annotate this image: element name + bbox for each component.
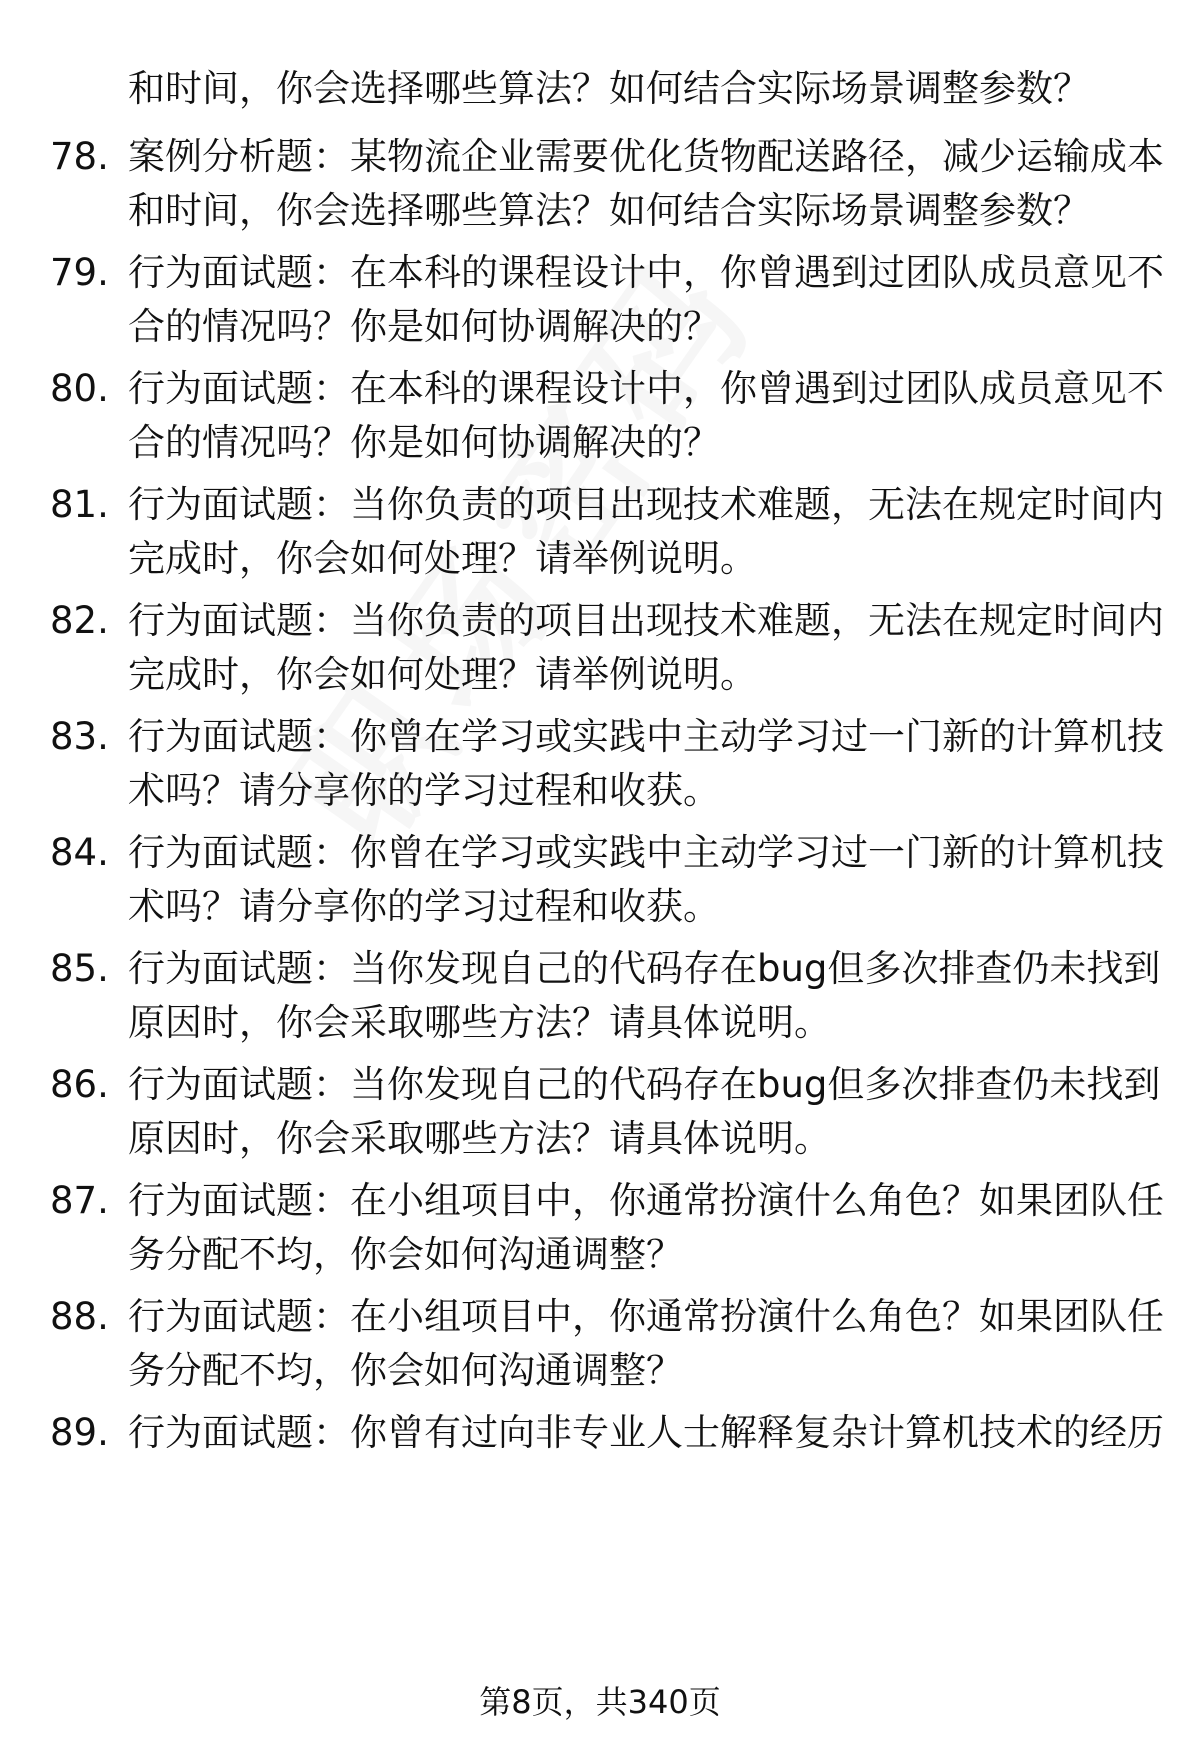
question-line: 行为面试题：在本科的课程设计中，你曾遇到过团队成员意见不 (128, 367, 1164, 410)
question-line: 务分配不均，你会如何沟通调整？ (128, 1233, 683, 1276)
question-line: 行为面试题：在本科的课程设计中，你曾遇到过团队成员意见不 (128, 251, 1164, 294)
question-line: 完成时，你会如何处理？请举例说明。 (128, 537, 757, 580)
question-line: 完成时，你会如何处理？请举例说明。 (128, 653, 757, 696)
question-item (50, 1290, 1164, 1398)
question-line: 行为面试题：你曾在学习或实践中主动学习过一门新的计算机技 (128, 831, 1164, 874)
question-item (50, 942, 1161, 1050)
question-line: 行为面试题：在小组项目中，你通常扮演什么角色？如果团队任 (128, 1179, 1164, 1222)
question-text (128, 826, 1164, 934)
question-number: 85. (50, 947, 109, 990)
question-number: 86. (50, 1063, 109, 1106)
question-text (128, 710, 1164, 818)
question-line: 原因时，你会采取哪些方法？请具体说明。 (128, 1117, 831, 1160)
question-item (50, 478, 1164, 586)
question-text (128, 1058, 1161, 1166)
question-text (128, 478, 1164, 586)
question-line: 术吗？请分享你的学习过程和收获。 (128, 769, 720, 812)
question-item (50, 1058, 1161, 1166)
question-line: 合的情况吗？你是如何协调解决的？ (128, 305, 720, 348)
question-line: 原因时，你会采取哪些方法？请具体说明。 (128, 1001, 831, 1044)
question-text (128, 1174, 1164, 1282)
question-text (128, 362, 1164, 470)
question-line: 行为面试题：当你发现自己的代码存在bug但多次排查仍未找到 (128, 947, 1161, 990)
question-number: 80. (50, 367, 109, 410)
question-line: 行为面试题：当你发现自己的代码存在bug但多次排查仍未找到 (128, 1063, 1161, 1106)
question-line: 行为面试题：当你负责的项目出现技术难题，无法在规定时间内 (128, 599, 1164, 642)
question-number: 81. (50, 483, 109, 526)
question-line: 术吗？请分享你的学习过程和收获。 (128, 885, 720, 928)
question-text (128, 1406, 1164, 1460)
question-item (50, 1406, 1164, 1460)
question-item (50, 710, 1164, 818)
question-text (128, 246, 1164, 354)
question-number: 89. (50, 1411, 109, 1454)
question-text (128, 130, 1164, 238)
question-number: 82. (50, 599, 109, 642)
question-number: 78. (50, 135, 109, 178)
question-line: 合的情况吗？你是如何协调解决的？ (128, 421, 720, 464)
question-item (50, 826, 1164, 934)
question-item (50, 594, 1164, 702)
question-line: 行为面试题：你曾在学习或实践中主动学习过一门新的计算机技 (128, 715, 1164, 758)
question-number: 84. (50, 831, 109, 874)
page-indicator: 第8页，共340页 (479, 1683, 721, 1721)
question-text (128, 1290, 1164, 1398)
question-text (128, 942, 1161, 1050)
question-number: 88. (50, 1295, 109, 1338)
question-text (128, 594, 1164, 702)
question-line: 和时间，你会选择哪些算法？如何结合实际场景调整参数？ (128, 189, 1090, 232)
question-line: 务分配不均，你会如何沟通调整？ (128, 1349, 683, 1392)
continued-line: 和时间，你会选择哪些算法？如何结合实际场景调整参数？ (128, 67, 1090, 110)
question-line: 案例分析题：某物流企业需要优化货物配送路径，减少运输成本 (128, 135, 1164, 178)
question-item (50, 246, 1164, 354)
question-line: 行为面试题：当你负责的项目出现技术难题，无法在规定时间内 (128, 483, 1164, 526)
question-item (50, 130, 1164, 238)
question-line: 行为面试题：你曾有过向非专业人士解释复杂计算机技术的经历 (128, 1411, 1164, 1454)
question-item (50, 362, 1164, 470)
question-number: 87. (50, 1179, 109, 1222)
question-number: 83. (50, 715, 109, 758)
question-item (50, 1174, 1164, 1282)
question-number: 79. (50, 251, 109, 294)
question-line: 行为面试题：在小组项目中，你通常扮演什么角色？如果团队任 (128, 1295, 1164, 1338)
